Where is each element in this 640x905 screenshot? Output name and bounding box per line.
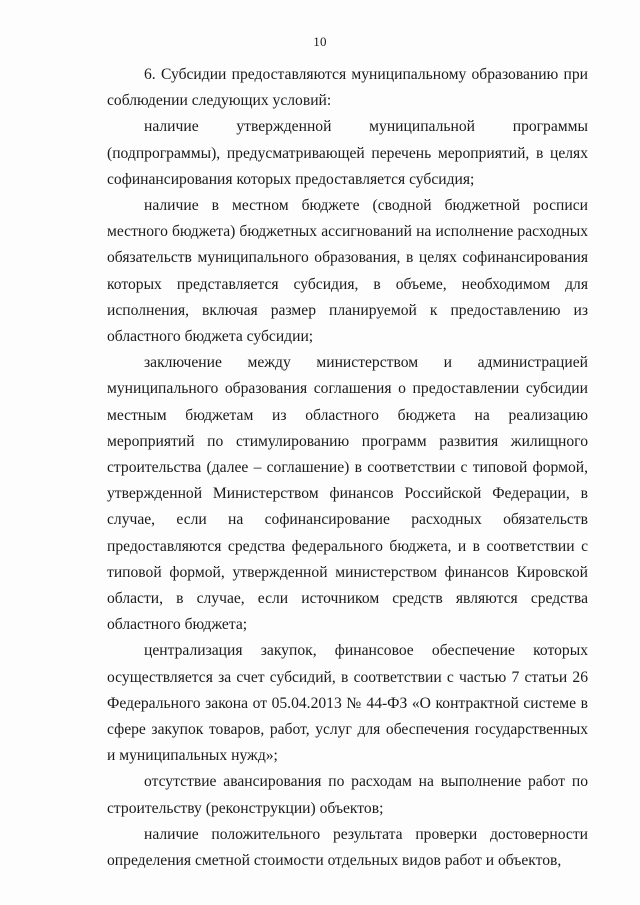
paragraph-budget-allocations: наличие в местном бюджете (сводной бюджетной росписи местного бюджета) бюджетных ассигнований на исполнение расходных обязательств муниципального образования, в целях софинансирования которых представляется субсидия, в объеме, необходимом для исполнения, включая размер планируемой к предоставлению из областного бюджета субсидии;	[107, 197, 588, 346]
paragraph-municipal-program: наличие утвержденной муниципальной программы (подпрограммы), предусматривающей перечень мероприятий, в целях софинансирования которых предоставляется субсидия;	[107, 118, 588, 188]
document-body	[107, 62, 588, 874]
page-number: 10	[313, 34, 327, 49]
paragraph-estimate-verification: наличие положительного результата проверки достоверности определения сметной стоимости отдельных видов работ и объектов,	[107, 825, 588, 870]
paragraph-no-advance-payment: отсутствие авансирования по расходам на выполнение работ по строительству (реконструкции) объектов;	[107, 773, 588, 817]
paragraph-centralized-procurement: централизация закупок, финансовое обеспечение которых осуществляется за счет субсидий, в соответствии с частью 7 статьи 26 Федерального закона от 05.04.2013 № 44-ФЗ «О контрактной системе в сфере закупок товаров, работ, услуг для обеспечения государственных и муниципальных нужд»;	[107, 642, 588, 765]
paragraph-agreement: заключение между министерством и администрацией муниципального образования соглашения о предоставлении субсидии местным бюджетам из областного бюджета на реализацию мероприятий по стимулированию программ развития жилищного строительства (далее – соглашение) в соответствии с типовой формой, утвержденной Министерством финансов Российской Федерации, в случае, если на софинансирование расходных обязательств предоставляются средства федерального бюджета, и в соответствии с типовой формой, утвержденной министерством финансов Кировской области, в случае, если источником средств являются средства областного бюджета;	[107, 354, 588, 634]
paragraph-subsidy-conditions: 6. Субсидии предоставляются муниципальному образованию при соблюдении следующих условий:	[107, 66, 588, 110]
